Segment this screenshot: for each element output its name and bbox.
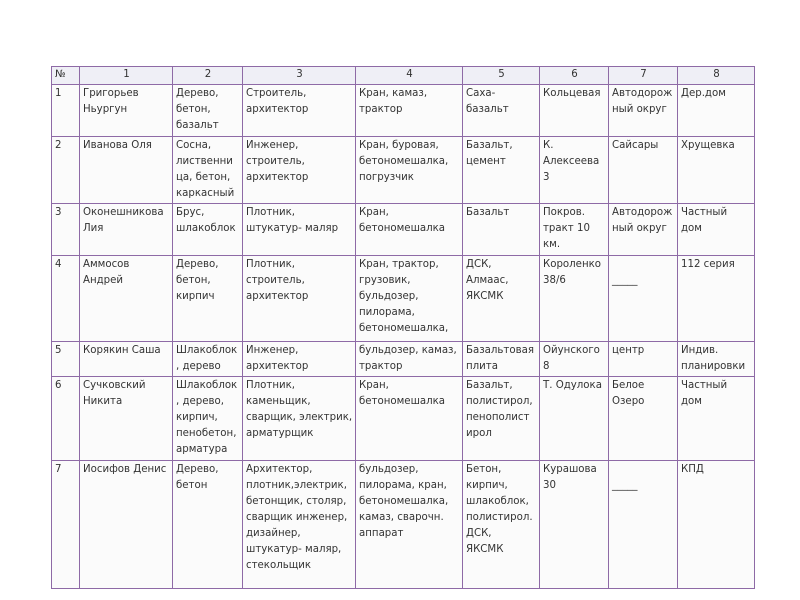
header-cell-5: 5 xyxy=(463,67,540,85)
cell-text-line: бетон xyxy=(176,480,208,491)
cell-text-line: Саха- xyxy=(466,88,496,99)
cell-text-line: аппарат xyxy=(359,528,404,539)
table-cell-col-7 xyxy=(609,204,678,256)
table-cell-col-4 xyxy=(356,85,463,137)
cell-text-line: Дерево, xyxy=(176,464,219,475)
header-cell-7: 7 xyxy=(609,67,678,85)
cell-text-line: ЯКСМК xyxy=(466,291,504,302)
cell-text-line: грузовик, xyxy=(359,275,411,286)
table-cell-col-3 xyxy=(243,204,356,256)
cell-text-line: бетономешалка, xyxy=(359,496,449,507)
cell-text-line: строитель, xyxy=(246,156,305,167)
table-cell-col-8 xyxy=(678,85,755,137)
table-row xyxy=(52,377,755,461)
header-cell-4: 4 xyxy=(356,67,463,85)
cell-text-line: Иосифов Денис xyxy=(83,464,167,475)
row-number-cell: 7 xyxy=(52,461,80,589)
table-cell-col-5 xyxy=(463,137,540,204)
cell-text-line: кирпич, xyxy=(466,480,508,491)
cell-text-line: Григорьев xyxy=(83,88,139,99)
cell-text-line: Базальт, xyxy=(466,380,513,391)
cell-text-line: планировки xyxy=(681,361,746,372)
cell-text-line: Плотник, xyxy=(246,259,296,270)
table-cell-col-3 xyxy=(243,85,356,137)
cell-text-line: дом xyxy=(681,396,702,407)
cell-text-line: шлакоблок, xyxy=(466,496,529,507)
table-cell-col-8 xyxy=(678,342,755,377)
cell-text-line: пилорама, xyxy=(359,307,415,318)
header-cell-1: 1 xyxy=(80,67,173,85)
table-cell-col-3 xyxy=(243,342,356,377)
table-cell-col-1 xyxy=(80,85,173,137)
cell-text-line: бульдозер, xyxy=(359,464,419,475)
cell-text-line: бетономешалка xyxy=(359,223,446,234)
cell-text-line: архитектор xyxy=(246,104,309,115)
row-number-cell: 5 xyxy=(52,342,80,377)
cell-text-line: Базальт, xyxy=(466,140,513,151)
cell-text-line: ный округ xyxy=(612,104,667,115)
survey-table xyxy=(51,66,755,589)
table-cell-col-2 xyxy=(173,377,243,461)
cell-text-line: Кран, буровая, xyxy=(359,140,439,151)
cell-text-line xyxy=(612,462,675,478)
cell-text-line: Дер.дом xyxy=(681,88,726,99)
table-cell-col-1 xyxy=(80,377,173,461)
cell-text-line: тракт 10 xyxy=(543,223,590,234)
cell-text-line: дизайнер, xyxy=(246,528,301,539)
cell-text-line: Инженер, xyxy=(246,140,299,151)
cell-text-line xyxy=(612,257,675,273)
table-cell-col-4 xyxy=(356,256,463,342)
table-cell-col-6 xyxy=(540,204,609,256)
cell-text-line: строитель, xyxy=(246,275,305,286)
cell-text-line: штукатур- маляр xyxy=(246,223,339,234)
cell-text-line: полистирол. xyxy=(466,512,533,523)
row-number-cell: 1 xyxy=(52,85,80,137)
table-cell-col-6 xyxy=(540,85,609,137)
table-cell-col-4 xyxy=(356,342,463,377)
cell-text-line: Никита xyxy=(83,396,123,407)
cell-text-line: полистирол, xyxy=(466,396,533,407)
table-cell-col-1 xyxy=(80,137,173,204)
cell-text-line: бульдозер, камаз, xyxy=(359,345,457,356)
cell-text-line: кирпич, xyxy=(176,412,218,423)
row-number-cell: 3 xyxy=(52,204,80,256)
cell-text-line: дом xyxy=(681,223,702,234)
cell-text-line: бетон, xyxy=(176,275,211,286)
cell-text-line: бетонщик, столяр, xyxy=(246,496,347,507)
table-row xyxy=(52,342,755,377)
table-cell-col-5 xyxy=(463,204,540,256)
cell-text-line: Покров. xyxy=(543,207,585,218)
cell-text-line: бетон, xyxy=(176,104,211,115)
cell-text-line: 3 xyxy=(543,172,550,183)
table-cell-col-7 xyxy=(609,342,678,377)
table-cell-col-4 xyxy=(356,377,463,461)
row-number-cell: 4 xyxy=(52,256,80,342)
cell-text-line: арматура xyxy=(176,444,228,455)
table-cell-col-8 xyxy=(678,461,755,589)
table-cell-col-1 xyxy=(80,204,173,256)
cell-text-line: Алексеева xyxy=(543,156,600,167)
cell-text-line: Плотник, xyxy=(246,380,296,391)
cell-text-line: ЯКСМК xyxy=(466,544,504,555)
cell-text-line: Индив. xyxy=(681,345,719,356)
cell-text-line: Сайсары xyxy=(612,140,659,151)
table-cell-col-6 xyxy=(540,461,609,589)
cell-text-line: Базальт xyxy=(466,207,510,218)
cell-text-line: _____ xyxy=(612,275,638,286)
cell-text-line: пенобетон, xyxy=(176,428,237,439)
cell-text-line: Кран, xyxy=(359,207,389,218)
cell-text-line: Дерево, xyxy=(176,88,219,99)
cell-text-line: Кран, трактор, xyxy=(359,259,439,270)
cell-text-line: шлакоблок xyxy=(176,223,236,234)
table-cell-col-7 xyxy=(609,137,678,204)
cell-text-line: Кран, xyxy=(359,380,389,391)
cell-text-line: 38/6 xyxy=(543,275,566,286)
cell-text-line: бульдозер, xyxy=(359,291,419,302)
header-cell-2: 2 xyxy=(173,67,243,85)
table-cell-col-1 xyxy=(80,461,173,589)
cell-text-line: Иванова Оля xyxy=(83,140,152,151)
cell-text-line: К. xyxy=(543,140,554,151)
cell-text-line: штукатур- маляр, xyxy=(246,544,342,555)
table-cell-col-7 xyxy=(609,85,678,137)
table-cell-col-8 xyxy=(678,204,755,256)
cell-text-line: сварщик, электрик, xyxy=(246,412,353,423)
table-header-row xyxy=(52,67,755,85)
cell-text-line: каменьщик, xyxy=(246,396,311,407)
cell-text-line: ирол xyxy=(466,428,492,439)
cell-text-line: лиственни xyxy=(176,156,233,167)
cell-text-line: Плотник, xyxy=(246,207,296,218)
cell-text-line: КПД xyxy=(681,464,704,475)
cell-text-line: пилорама, кран, xyxy=(359,480,447,491)
table-row xyxy=(52,85,755,137)
table-cell-col-1 xyxy=(80,342,173,377)
cell-text-line: кирпич xyxy=(176,291,215,302)
cell-text-line: цемент xyxy=(466,156,506,167)
table-cell-col-2 xyxy=(173,85,243,137)
cell-text-line: Шлакоблок xyxy=(176,380,238,391)
table-cell-col-2 xyxy=(173,342,243,377)
table-cell-col-5 xyxy=(463,377,540,461)
table-cell-col-2 xyxy=(173,256,243,342)
cell-text-line: Дерево, xyxy=(176,259,219,270)
header-cell-6: 6 xyxy=(540,67,609,85)
table-cell-col-5 xyxy=(463,461,540,589)
cell-text-line: пенополист xyxy=(466,412,530,423)
table-cell-col-7 xyxy=(609,461,678,589)
table-cell-col-3 xyxy=(243,377,356,461)
cell-text-line: Инженер, xyxy=(246,345,299,356)
table-cell-col-5 xyxy=(463,85,540,137)
cell-text-line: Сосна, xyxy=(176,140,212,151)
cell-text-line: арматурщик xyxy=(246,428,314,439)
cell-text-line: Строитель, xyxy=(246,88,307,99)
cell-text-line: центр xyxy=(612,345,645,356)
cell-text-line: Бетон, xyxy=(466,464,502,475)
table-row xyxy=(52,256,755,342)
table-cell-col-5 xyxy=(463,342,540,377)
row-number-cell: 6 xyxy=(52,377,80,461)
cell-text-line: Хрущевка xyxy=(681,140,735,151)
cell-text-line: Брус, xyxy=(176,207,205,218)
cell-text-line: Частный xyxy=(681,207,728,218)
cell-text-line: Сучковский xyxy=(83,380,146,391)
cell-text-line: ДСК, xyxy=(466,259,492,270)
cell-text-line: Ньургун xyxy=(83,104,128,115)
cell-text-line: Автодорож xyxy=(612,207,673,218)
cell-text-line: Курашова xyxy=(543,464,597,475)
table-cell-col-6 xyxy=(540,377,609,461)
cell-text-line: Автодорож xyxy=(612,88,673,99)
cell-text-line: ца, бетон, xyxy=(176,172,231,183)
table-cell-col-4 xyxy=(356,137,463,204)
cell-text-line: Шлакоблок xyxy=(176,345,238,356)
cell-text-line: сварщик инженер, xyxy=(246,512,348,523)
table-cell-col-2 xyxy=(173,461,243,589)
cell-text-line: бетономешалка xyxy=(359,396,446,407)
cell-text-line: Аммосов xyxy=(83,259,130,270)
cell-text-line: Частный xyxy=(681,380,728,391)
cell-text-line: км. xyxy=(543,239,561,250)
table-cell-col-8 xyxy=(678,256,755,342)
cell-text-line: плотник,электрик, xyxy=(246,480,347,491)
cell-text-line: Алмаас, xyxy=(466,275,509,286)
table-cell-col-7 xyxy=(609,256,678,342)
cell-text-line: Короленко xyxy=(543,259,601,270)
cell-text-line: архитектор xyxy=(246,291,309,302)
header-cell-8: 8 xyxy=(678,67,755,85)
cell-text-line: Корякин Саша xyxy=(83,345,161,356)
cell-text-line: базальт xyxy=(466,104,509,115)
cell-text-line: Озеро xyxy=(612,396,645,407)
table-cell-col-1 xyxy=(80,256,173,342)
cell-text-line: архитектор xyxy=(246,361,309,372)
table-row xyxy=(52,461,755,589)
cell-text-line: Ойунского xyxy=(543,345,600,356)
table-cell-col-2 xyxy=(173,137,243,204)
cell-text-line: Кран, камаз, xyxy=(359,88,428,99)
cell-text-line: погрузчик xyxy=(359,172,414,183)
cell-text-line: ный округ xyxy=(612,223,667,234)
cell-text-line: трактор xyxy=(359,361,403,372)
table-cell-col-6 xyxy=(540,137,609,204)
cell-text-line: Белое xyxy=(612,380,645,391)
header-cell-number: № xyxy=(52,67,80,85)
cell-text-line: 8 xyxy=(543,361,550,372)
table-cell-col-5 xyxy=(463,256,540,342)
cell-text-line: каркасный xyxy=(176,188,235,199)
cell-text-line: , дерево, xyxy=(176,396,224,407)
table-row xyxy=(52,204,755,256)
cell-text-line: Базальтовая xyxy=(466,345,534,356)
cell-text-line: стекольщик xyxy=(246,560,312,571)
table-cell-col-3 xyxy=(243,256,356,342)
table-cell-col-8 xyxy=(678,137,755,204)
cell-text-line: Оконешникова xyxy=(83,207,164,218)
table-cell-col-4 xyxy=(356,204,463,256)
cell-text-line: Кольцевая xyxy=(543,88,601,99)
cell-text-line: бетономешалка, xyxy=(359,156,449,167)
header-cell-3: 3 xyxy=(243,67,356,85)
cell-text-line: Архитектор, xyxy=(246,464,313,475)
cell-text-line: плита xyxy=(466,361,498,372)
table-cell-col-3 xyxy=(243,137,356,204)
cell-text-line: 112 серия xyxy=(681,259,735,270)
cell-text-line: камаз, сварочн. xyxy=(359,512,444,523)
cell-text-line: бетономешалка, xyxy=(359,323,449,334)
table-cell-col-6 xyxy=(540,256,609,342)
table-cell-col-7 xyxy=(609,377,678,461)
cell-text-line: Т. Одулока xyxy=(543,380,602,391)
cell-text-line: ДСК, xyxy=(466,528,492,539)
cell-text-line: 30 xyxy=(543,480,556,491)
table-cell-col-2 xyxy=(173,204,243,256)
table-row xyxy=(52,137,755,204)
cell-text-line: трактор xyxy=(359,104,403,115)
row-number-cell: 2 xyxy=(52,137,80,204)
cell-text-line: _____ xyxy=(612,480,638,491)
cell-text-line: базальт xyxy=(176,120,219,131)
cell-text-line: Андрей xyxy=(83,275,124,286)
cell-text-line: , дерево xyxy=(176,361,221,372)
table-cell-col-6 xyxy=(540,342,609,377)
cell-text-line: Лия xyxy=(83,223,104,234)
table-cell-col-8 xyxy=(678,377,755,461)
cell-text-line: архитектор xyxy=(246,172,309,183)
table-cell-col-4 xyxy=(356,461,463,589)
table-cell-col-3 xyxy=(243,461,356,589)
